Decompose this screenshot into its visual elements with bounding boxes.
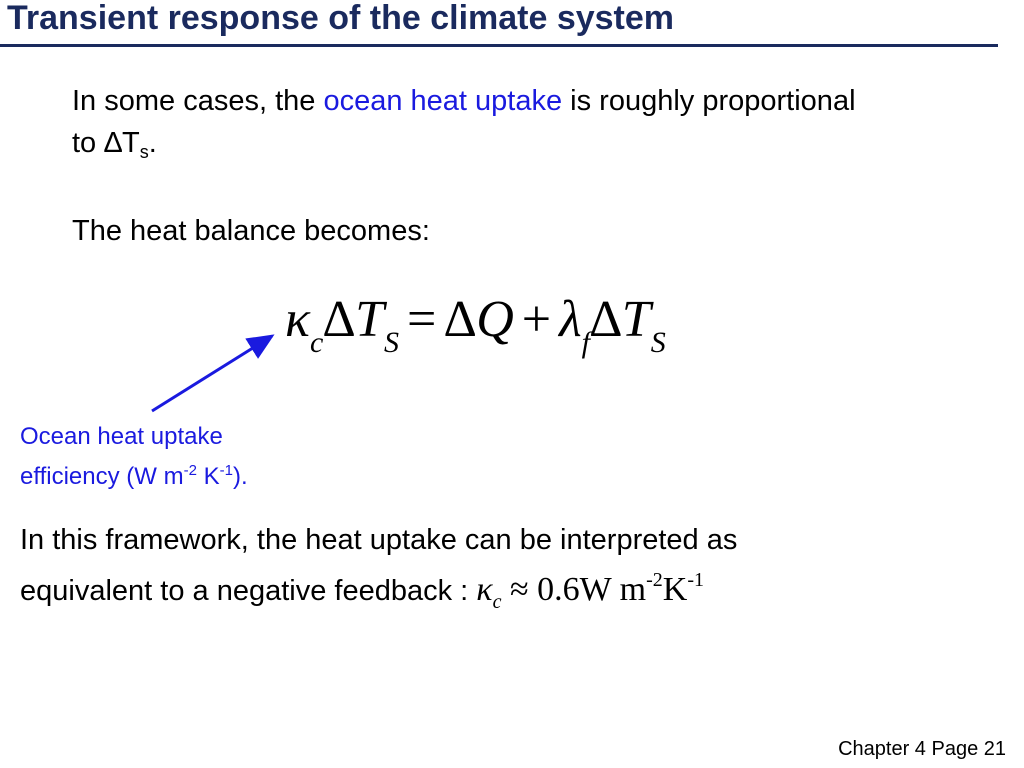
- heat-balance-heading: The heat balance becomes:: [72, 215, 430, 247]
- intro-period: .: [148, 127, 157, 159]
- callout-suffix: ).: [232, 463, 248, 490]
- inline-kappa: κ: [476, 571, 493, 608]
- intro-paragraph: [72, 80, 856, 173]
- kappa-value-expression: [476, 569, 704, 613]
- callout-sup-2: -1: [219, 462, 233, 479]
- eq-t-1-sub: S: [384, 326, 400, 359]
- eq-lambda: λ: [559, 291, 582, 348]
- heat-balance-equation: [285, 285, 666, 378]
- framework-line1: In this framework, the heat uptake can be interpreted as: [20, 524, 738, 556]
- callout-line1: Ocean heat uptake: [20, 423, 223, 450]
- eq-plus: +: [521, 291, 552, 348]
- eq-equals: =: [407, 291, 437, 348]
- eq-kappa: κ: [285, 291, 310, 348]
- delta-symbol: ∆: [104, 127, 122, 159]
- inline-k: K: [662, 571, 688, 608]
- callout-line2-prefix: efficiency (W m: [20, 463, 184, 490]
- eq-lambda-sub: f: [581, 326, 590, 359]
- intro-text-end: is roughly proportional: [562, 85, 856, 117]
- inline-sup-2: -1: [687, 569, 704, 591]
- eq-delta-2: ∆: [444, 291, 477, 348]
- inline-kappa-sub: c: [492, 591, 502, 613]
- title-underline: [0, 44, 998, 47]
- eq-t-2: T: [621, 291, 651, 348]
- intro-text-start: In some cases, the: [72, 85, 324, 117]
- framework-line2: equivalent to a negative feedback :: [20, 575, 477, 607]
- eq-t-2-sub: S: [650, 326, 666, 359]
- eq-t-1: T: [355, 291, 385, 348]
- eq-q: Q: [476, 291, 514, 348]
- temperature-symbol: T: [122, 127, 140, 159]
- callout-k: K: [196, 463, 220, 490]
- intro-line2-prefix: to: [72, 127, 105, 159]
- eq-delta-1: ∆: [323, 291, 356, 348]
- framework-paragraph: [20, 520, 737, 622]
- eq-kappa-sub: c: [309, 326, 324, 359]
- inline-sup-1: -2: [646, 569, 663, 591]
- slide-title: Transient response of the climate system: [7, 0, 675, 37]
- inline-approx-value: ≈ 0.6W m: [501, 571, 647, 608]
- ocean-heat-uptake-callout: [20, 420, 248, 494]
- eq-delta-3: ∆: [589, 291, 622, 348]
- temperature-subscript: s: [139, 142, 149, 162]
- page-footer: Chapter 4 Page 21: [838, 738, 1006, 760]
- ocean-heat-uptake-highlight: ocean heat uptake: [323, 85, 563, 117]
- callout-sup-1: -2: [183, 462, 197, 479]
